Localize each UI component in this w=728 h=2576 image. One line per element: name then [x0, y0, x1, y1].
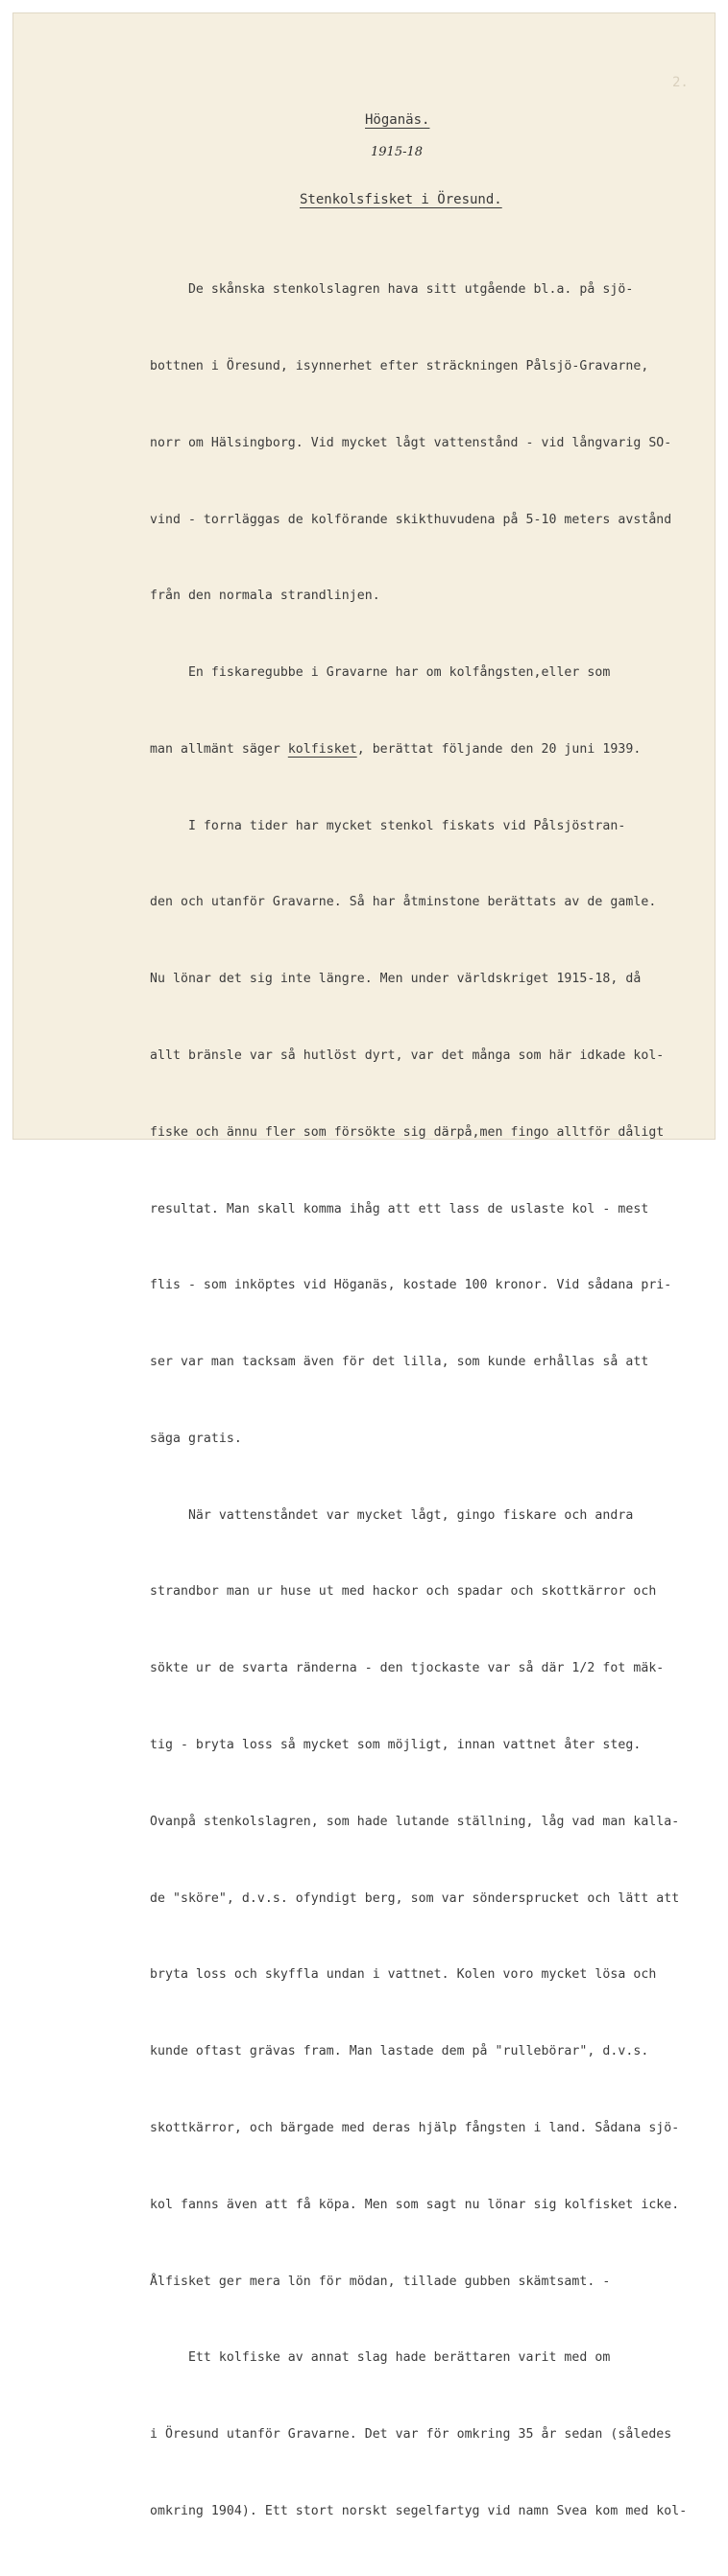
- text-line: omkring 1904). Ett stort norskt segelfartyg vid namn Svea kom med kol-: [150, 2503, 688, 2518]
- text-line: kol fanns även att få köpa. Men som sagt nu lönar sig kolfisket icke.: [150, 2197, 680, 2212]
- text-line: norr om Hälsingborg. Vid mycket lågt vattenstånd - vid långvarig SO-: [150, 435, 672, 450]
- text-line: den och utanför Gravarne. Så har åtminstone berättats av de gamle.: [150, 895, 657, 910]
- body-text: [150, 227, 716, 2576]
- text-segment: man allmänt säger: [150, 741, 288, 757]
- text-line: kunde oftast grävas fram. Man lastade dem på "rullebörar", d.v.s.: [150, 2044, 649, 2059]
- document-subtitle: Stenkolsfisket i Öresund.: [300, 192, 502, 207]
- text-line: tig - bryta loss så mycket som möjligt, innan vattnet åter steg.: [150, 1738, 642, 1753]
- text-line: resultat. Man skall komma ihåg att ett lass de uslaste kol - mest: [150, 1201, 649, 1216]
- text-line: de "sköre", d.v.s. ofyndigt berg, som var söndersprucket och lätt att: [150, 1890, 680, 1906]
- text-line: sökte ur de svarta ränderna - den tjockaste var så där 1/2 fot mäk-: [150, 1661, 665, 1676]
- page-number-mark: 2.: [672, 75, 689, 90]
- text-line: vind - torrläggas de kolförande skikthuvudena på 5-10 meters avstånd: [150, 512, 672, 527]
- text-line: Nu lönar det sig inte längre. Men under världskriget 1915-18, då: [150, 972, 642, 987]
- text-line: bryta loss och skyffla undan i vattnet. Kolen voro mycket lösa och: [150, 1967, 657, 1983]
- text-line: bottnen i Öresund, isynnerhet efter sträckningen Pålsjö-Gravarne,: [150, 358, 649, 373]
- text-line: Ålfisket ger mera lön för mödan, tillade gubben skämtsamt. -: [150, 2274, 611, 2289]
- text-line: flis - som inköptes vid Höganäs, kostade 100 kronor. Vid sådana pri-: [150, 1278, 672, 1293]
- text-line: strandbor man ur huse ut med hackor och spadar och skottkärror och: [150, 1584, 657, 1600]
- text-line: I forna tider har mycket stenkol fiskats vid Pålsjöstran-: [150, 818, 626, 833]
- text-line: De skånska stenkolslagren hava sitt utgående bl.a. på sjö-: [150, 282, 634, 298]
- underlined-term: kolfisket: [287, 741, 357, 757]
- text-line: allt bränsle var så hutlöst dyrt, var det många som här idkade kol-: [150, 1048, 665, 1063]
- text-line: Ovanpå stenkolslagren, som hade lutande ställning, låg vad man kalla-: [150, 1814, 680, 1829]
- text-line: i Öresund utanför Gravarne. Det var för omkring 35 år sedan (således: [150, 2427, 672, 2443]
- text-line: [150, 737, 716, 763]
- text-line: När vattenståndet var mycket lågt, gingo fiskare och andra: [150, 1507, 634, 1523]
- text-line: En fiskaregubbe i Gravarne har om kolfångsten,eller som: [150, 665, 611, 681]
- text-line: från den normala strandlinjen.: [150, 589, 380, 604]
- document-title: Höganäs.: [365, 112, 430, 128]
- text-line: fiske och ännu fler som försökte sig därpå,men fingo alltför dåligt: [150, 1124, 665, 1140]
- handwritten-year-note: 1915-18: [371, 145, 424, 159]
- document-page: [13, 13, 715, 2518]
- text-line: Ett kolfiske av annat slag hade berättaren varit med om: [150, 2350, 611, 2366]
- text-line: säga gratis.: [150, 1431, 242, 1446]
- text-line: ser var man tacksam även för det lilla, som kunde erhållas så att: [150, 1355, 649, 1370]
- text-line: skottkärror, och bärgade med deras hjälp fångsten i land. Sådana sjö-: [150, 2120, 680, 2135]
- text-segment: , berättat följande den 20 juni 1939.: [356, 741, 642, 757]
